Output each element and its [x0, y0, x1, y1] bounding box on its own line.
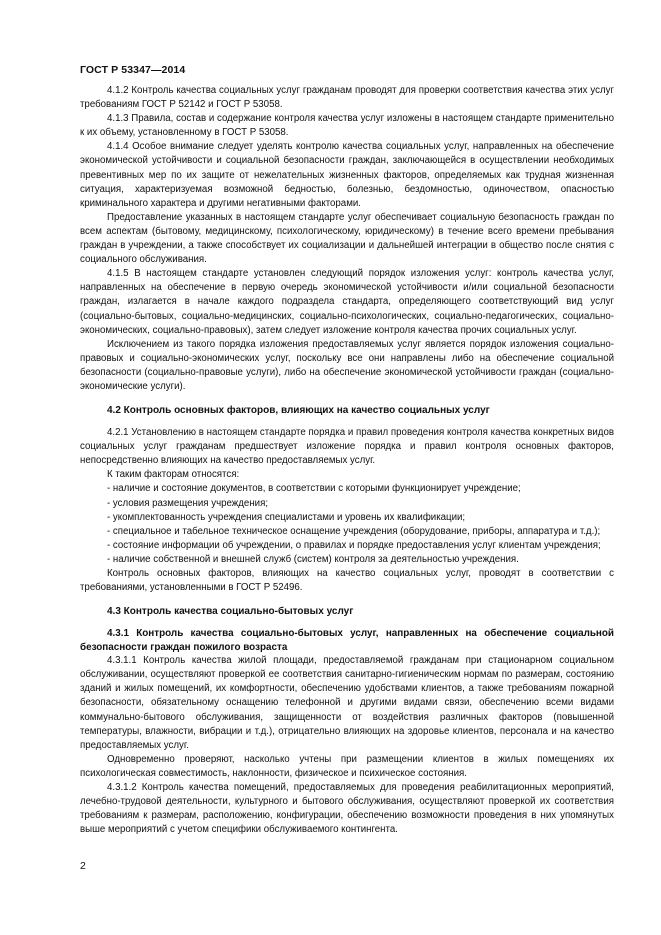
section-heading-4-3: 4.3 Контроль качества социально-бытовых услуг [107, 606, 354, 618]
paragraph-services-safety: Предоставление указанных в настоящем стандарте услуг обеспечивает социальную безопасность граждан по всем аспектам (бытовому, медицинскому, психологическому, юридическому) в течение всего времени пребывания граждан в учреждении, а также способствует их социализации и дальнейшей интеграции в общество после снятия с социального обслуживания. [80, 211, 614, 266]
paragraph-4-3-1-1: 4.3.1.1 Контроль качества жилой площади, предоставляемой гражданам при стационарном социальном обслуживании, осуществляют проверкой ее соответствия санитарно-гигиеническим нормам по размерам, состоянию зданий и жилых помещений, их комфортности, обеспечению удобствами клиентов, а также требованиям пожарной безопасности, обязательному оснащению телефонной и другими видами связи, обеспечению всеми видами коммунально-бытового обслуживания, защищенности от воздействия различных факторов (повышенной температуры, влажности, вибрации и т.д.), отрицательно влияющих на здоровье клиентов, персонала и на качество предоставляемых услуг. [80, 655, 614, 751]
paragraph-4-1-4: 4.1.4 Особое внимание следует уделять контролю качества социальных услуг, направленных на обеспечение экономической устойчивости и социальной безопасности граждан, заключающейся в осуществлении необходимых превентивных мер по их защите от нежелательных жизненных факторов, определяемых как трудная жизненная ситуация, характеризуемая возможной бедностью, болезнью, бездомностью, одиночеством, опасностью криминального характера и другими негативными факторами. [80, 141, 614, 209]
paragraph-4-1-3: 4.1.3 Правила, состав и содержание контроля качества услуг изложены в настоящем стандарте применительно к их объему, установленному в ГОСТ Р 53058. [80, 113, 614, 139]
list-item: - наличие собственной и внешней служб (систем) контроля за деятельностью учреждения. [107, 553, 519, 565]
list-item: - укомплектованность учреждения специалистами и уровень их квалификации; [107, 511, 466, 523]
paragraph-exception: Исключением из такого порядка изложения предоставляемых услуг является порядок изложения социально-правовых и социально-экономических услуг, поскольку все они направлены либо на обеспечение социальной безопасности (социально-правовые услуги), либо на обеспечение экономической устойчивости граждан (социально-экономические услуги). [80, 338, 614, 392]
paragraph-compatibility: Одновременно проверяют, насколько учтены при размещении клиентов в жилых помещениях их психологическая совместимость, наклонности, физическое и психическое состояния. [80, 753, 614, 779]
paragraph-4-2-1: 4.2.1 Установлению в настоящем стандарте порядка и правил проведения контроля качества конкретных видов социальных услуг гражданам предшествует изложение порядка и правил контроля основных факторов, непосредственно влияющих на качество предоставляемых услуг. [80, 427, 614, 467]
list-item: - специальное и табельное техническое оснащение учреждения (оборудование, приборы, аппаратура и т.д.); [107, 525, 601, 537]
paragraph-4-1-5: 4.1.5 В настоящем стандарте установлен следующий порядок изложения услуг: контроль качества услуг, направленных на обеспечение в первую очередь экономической устойчивости и/или социальной безопасности граждан, излагается в начале каждого подраздела стандарта, определяющего соответствующий вид услуг (социально-бытовых, социально-медицинских, социально-психологических, социально-педагогических, социально-экономических, социально-правовых), затем следует изложение контроля качества прочих социальных услуг. [80, 268, 614, 336]
list-item: - состояние информации об учреждении, о правилах и порядке предоставления услуг клиентам учреждения; [107, 539, 601, 551]
list-item: - условия размещения учреждения; [107, 497, 269, 509]
document-header: ГОСТ Р 53347—2014 [80, 64, 186, 76]
paragraph-factors-intro: К таким факторам относятся: [107, 469, 240, 481]
document-body [80, 84, 614, 837]
paragraph-factors-control: Контроль основных факторов, влияющих на качество социальных услуг, проводят в соответствии с требованиями, установленными в ГОСТ Р 52496. [80, 568, 614, 594]
paragraph-4-3-1-2: 4.3.1.2 Контроль качества помещений, предоставляемых для проведения реабилитационных мероприятий, лечебно-трудовой деятельности, культурного и бытового обслуживания, осуществляют проверкой их соответствия требованиям к размерам, расположению, конфигурации, обеспечению возможности проведения в них упомянутых выше мероприятий с учетом специфики обслуживаемого контингента. [80, 782, 614, 836]
subsection-heading-4-3-1: 4.3.1 Контроль качества социально-бытовых услуг, направленных на обеспечение социальной безопасности граждан пожилого возраста [80, 628, 614, 653]
paragraph-4-1-2: 4.1.2 Контроль качества социальных услуг гражданам проводят для проверки соответствия качества этих услуг требованиям ГОСТ Р 52142 и ГОСТ Р 53058. [80, 85, 614, 111]
section-heading-4-2: 4.2 Контроль основных факторов, влияющих на качество социальных услуг [107, 405, 490, 417]
list-item: - наличие и состояние документов, в соответствии с которыми функционирует учреждение; [107, 483, 521, 495]
page-number: 2 [80, 860, 86, 872]
